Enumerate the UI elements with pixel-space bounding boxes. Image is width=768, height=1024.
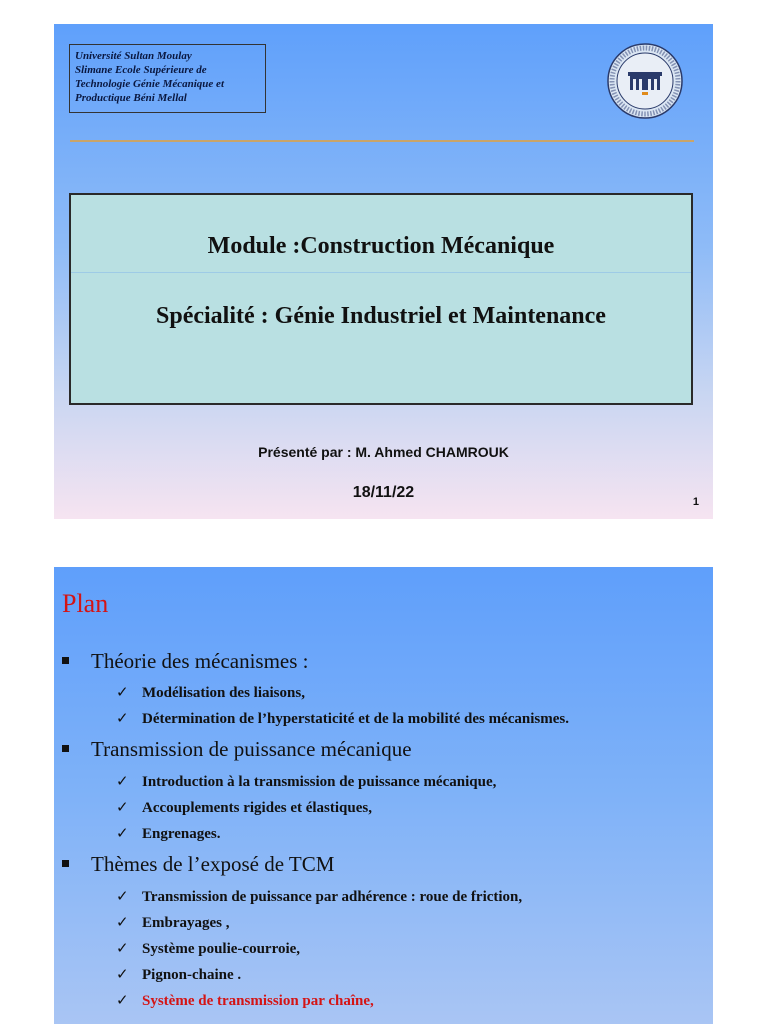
- list-item-label: Système de transmission par chaîne,: [142, 993, 374, 1009]
- square-bullet-icon: [62, 745, 69, 752]
- checkmark-icon: ✓: [116, 913, 129, 931]
- checkmark-icon: ✓: [116, 709, 129, 727]
- section-heading: [62, 649, 309, 674]
- checkmark-icon: ✓: [116, 939, 129, 957]
- list-item-label: Détermination de l’hyperstaticité et de la mobilité des mécanismes.: [142, 711, 569, 727]
- checkmark-icon: ✓: [116, 965, 129, 983]
- university-line: Slimane Ecole Supérieure de: [75, 64, 207, 76]
- title-divider: [71, 272, 691, 273]
- list-item-label: Système poulie-courroie,: [142, 941, 301, 957]
- section-title: Transmission de puissance mécanique: [91, 737, 412, 761]
- list-item-label: Transmission de puissance par adhérence : roue de friction,: [142, 889, 523, 905]
- plan-title: Plan: [62, 589, 109, 618]
- checkmark-icon: ✓: [116, 991, 129, 1009]
- section-heading: [62, 852, 334, 877]
- list-item: [116, 913, 230, 932]
- university-box: [69, 44, 266, 113]
- university-line: Université Sultan Moulay: [75, 50, 192, 62]
- checkmark-icon: ✓: [116, 887, 129, 905]
- list-item: [116, 824, 220, 843]
- university-line: Productique Béni Mellal: [75, 92, 187, 104]
- square-bullet-icon: [62, 860, 69, 867]
- school-seal-icon: [606, 42, 684, 120]
- header-rule: [70, 140, 694, 142]
- list-item-label: Modélisation des liaisons,: [142, 685, 305, 701]
- list-item: [116, 887, 522, 906]
- square-bullet-icon: [62, 657, 69, 664]
- list-item-label: Pignon-chaine .: [142, 967, 242, 983]
- list-item: [116, 709, 569, 728]
- checkmark-icon: ✓: [116, 824, 129, 842]
- list-item-label: Introduction à la transmission de puissance mécanique,: [142, 774, 497, 790]
- list-item: [116, 772, 496, 791]
- title-box: [69, 193, 693, 405]
- checkmark-icon: ✓: [116, 772, 129, 790]
- section-heading: [62, 737, 412, 762]
- list-item: [116, 683, 305, 702]
- date-text: 18/11/22: [352, 484, 415, 501]
- checkmark-icon: ✓: [116, 798, 129, 816]
- list-item-label: Embrayages ,: [142, 915, 230, 931]
- list-item-highlighted: [116, 991, 374, 1010]
- list-item-label: Engrenages.: [142, 826, 221, 842]
- list-item: [116, 939, 300, 958]
- list-item: [116, 965, 241, 984]
- section-title: Théorie des mécanismes :: [91, 649, 309, 673]
- section-title: Thèmes de l’exposé de TCM: [91, 852, 335, 876]
- specialty-title: Spécialité : Génie Industriel et Maintenance: [156, 303, 606, 329]
- module-title: Module :Construction Mécanique: [207, 233, 555, 259]
- presenter-text: Présenté par : M. Ahmed CHAMROUK: [258, 444, 509, 460]
- university-line: Technologie Génie Mécanique et: [75, 78, 224, 90]
- checkmark-icon: ✓: [116, 683, 129, 701]
- plan-slide: [54, 567, 713, 1024]
- page-number: 1: [692, 496, 699, 508]
- list-item: [116, 798, 372, 817]
- title-slide: [54, 24, 713, 519]
- list-item-label: Accouplements rigides et élastiques,: [142, 800, 372, 816]
